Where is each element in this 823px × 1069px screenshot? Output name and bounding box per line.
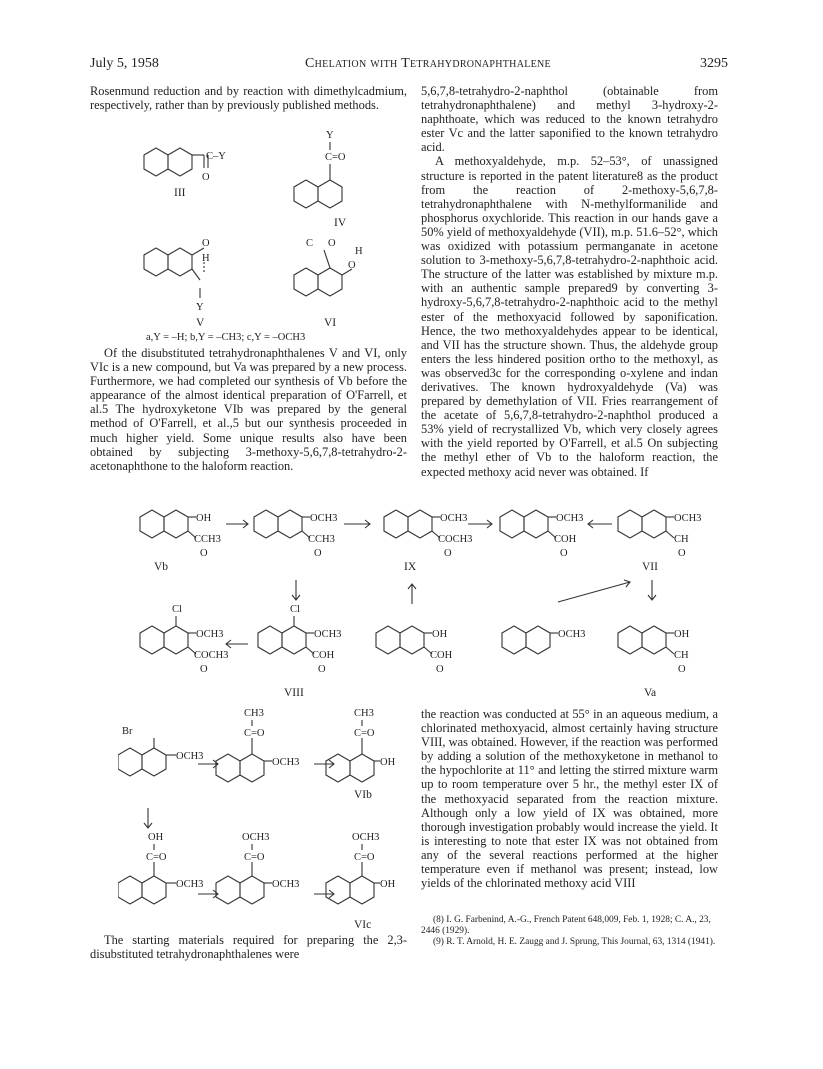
benzene-ring (318, 180, 342, 208)
group-C=O: C=O (325, 152, 346, 163)
molecule-hydroxyacid (376, 626, 432, 654)
compound-label-IV: IV (334, 217, 347, 229)
molecule-VII (618, 510, 674, 538)
group-O: O (328, 238, 336, 249)
cyclohexane-ring (294, 268, 318, 296)
group-Cl: Cl (290, 604, 300, 615)
group-CH: CH (674, 534, 689, 545)
group-OH: OH (674, 629, 690, 640)
scheme-haloform-reactions (130, 498, 720, 700)
right-column-top (421, 84, 718, 479)
group-CH3: CH3 (354, 708, 374, 719)
paragraph: 5,6,7,8-tetrahydro-2-naphthol (obtainable from tetrahydronaphthalene) and methyl 3-hydroxy-2-naphthoate, which was reduced to the known tetrahydro ester Vc and the latter saponified to the known tetrahydro acid. (421, 84, 718, 155)
molecule-chloro-ester (140, 616, 196, 654)
scheme-structures-III-VI (120, 128, 410, 343)
group-O: O (318, 664, 326, 675)
group-O: O (678, 548, 686, 559)
cyclohexane-ring (144, 148, 168, 176)
molecule-methyl-ether (254, 510, 310, 538)
left-column-top (90, 84, 407, 112)
group-O: O (200, 548, 208, 559)
group-OCH3: OCH3 (176, 751, 204, 762)
page-number: 3295 (700, 56, 728, 71)
group-OCH3: OCH3 (310, 513, 338, 524)
molecule-bromo-methoxy (118, 738, 176, 776)
group-OCH3: OCH3 (272, 757, 300, 768)
paragraph: A methoxyaldehyde, m.p. 52–53°, of unassigned structure is reported in the patent literature8 as the product from the reaction of 2-methoxy-5,6,7,8-tetrahydronaphthalene with N-methylformanilide and phosphorus oxychloride. This reaction in our hands gave a 50% yield of methoxyaldehyde (VII), m.p. 51.6–52°, which was oxidized with potassium permanganate in acetone solution to 3-methoxy-5,6,7,8-tetrahydro-2-naphthoic acid. The structure of the latter was established by mixture m.p. with an authentic sample prepared9 by converting 3-hydroxy-5,6,7,8-tetrahydro-2-naphthoic acid to the methyl ester of the methoxyacid followed by saponification. Hence, the two methoxyaldehydes appear to be identical, and VII has the structure shown. Thus, the aldehyde group enters the less hindered position ortho to the methoxyl, as was observed3c for the corresponding o-xylene and indan derivatives. The known hydroxyaldehyde (Va) was prepared by demethylation of VII. Fries rearrangement of the acetate of 5,6,7,8-tetrahydro-2-naphthol produced a 53% yield of recrystallized Vb, which very closely agrees with the yield reported by O'Farrell, et al.5 On subjecting the methyl ether of Vb to the haloform reaction, the expected methoxy acid never was obtained. If (421, 154, 718, 479)
cyclohexane-ring (144, 248, 168, 276)
compound-label-V: V (196, 317, 205, 329)
group-O: O (202, 172, 210, 183)
right-column-bottom (421, 707, 718, 890)
footnote-8: (8) I. G. Farbenind, A.-G., French Patent 648,009, Feb. 1, 1928; C. A., 23, 2446 (1929). (421, 915, 711, 937)
group-C=O: C=O (354, 852, 375, 863)
group-OCH3: OCH3 (242, 832, 270, 843)
group-H: H (202, 253, 210, 264)
group-O: O (348, 260, 356, 271)
compound-label-Va: Va (644, 687, 657, 699)
group-CCH3: CCH3 (194, 534, 221, 545)
paragraph: Of the disubstituted tetrahydronaphthalenes V and VI, only VIc is a new compound, but Va was prepared by a new process. Furthermore, we had completed our synthesis of Vb before the appearance of the almost identical preparation of O'Farrell, et al.5 The hydroxyketone VIb was prepared by the general method of O'Farrell, et al.,5 but our synthesis proceeded in much higher yield. Some unique results also have been obtained by subjecting 3-methoxy-5,6,7,8-tetrahydro-2-acetonaphthone to the haloform reaction. (90, 346, 407, 473)
paragraph: the reaction was conducted at 55° in an aqueous medium, a chlorinated methoxyacid, almost certainly having structure VIII, was obtained. However, if the reaction was performed by adding a solution of the methoxyketone in methanol to the hypochlorite at 11° and letting the stirred mixture warm up to room temperature over 5 hr., the methyl ester IX of the methoxyacid separated from the reaction mixture. Although only a low yield of IX was obtained, more thorough investigation probably would increase the yield. It is interesting to note that ester IX was not obtained from any of the several reactions performed at the higher temperature even if methanol was present; instead, low yields of the chlorinated methoxy acid VIII (421, 707, 718, 891)
benzene-ring (168, 248, 192, 276)
group-OH: OH (148, 832, 164, 843)
group-O: O (678, 664, 686, 675)
group-OH: OH (380, 757, 396, 768)
footnote-9: (9) R. T. Arnold, H. E. Zaugg and J. Sprung, This Journal, 63, 1314 (1941). (433, 937, 716, 948)
group-OCH3: OCH3 (556, 513, 584, 524)
group-C-Y: C–Y (206, 151, 226, 162)
group-COH: COH (430, 650, 453, 661)
compound-label-VI: VI (324, 317, 337, 329)
group-O: O (560, 548, 568, 559)
group-OCH3: OCH3 (272, 879, 300, 890)
molecule-VIII (258, 616, 314, 654)
group-C=O: C=O (244, 852, 265, 863)
group-Y: Y (326, 130, 334, 141)
compound-label-IX: IX (404, 561, 417, 573)
compound-label-VIc: VIc (354, 919, 372, 931)
compound-label-VII: VII (642, 561, 658, 573)
molecule-methoxyacid (500, 510, 556, 538)
molecule-Va (618, 626, 674, 654)
group-Y: Y (196, 302, 204, 313)
molecule-methoxy-tetralin (502, 626, 558, 654)
group-H: H (355, 246, 363, 257)
group-O: O (436, 664, 444, 675)
group-COH: COH (312, 650, 335, 661)
group-COCH3: COCH3 (438, 534, 473, 545)
group-OH: OH (432, 629, 448, 640)
group-O: O (200, 664, 208, 675)
group-COCH3: COCH3 (194, 650, 229, 661)
group-OH: OH (196, 513, 212, 524)
group-C=O: C=O (146, 852, 167, 863)
compound-label-VIII: VIII (284, 687, 304, 699)
paragraph: The starting materials required for preparing the 2,3-disubstituted tetrahydronaphthalenes were (90, 933, 407, 962)
footnotes (421, 915, 718, 949)
group-C=O: C=O (244, 728, 265, 739)
group-OCH3: OCH3 (674, 513, 702, 524)
group-O: O (202, 238, 210, 249)
compound-label-Vb: Vb (154, 561, 169, 573)
group-OCH3: OCH3 (558, 629, 586, 640)
group-CH: CH (674, 650, 689, 661)
benzene-ring (168, 148, 192, 176)
paragraph: Rosenmund reduction and by reaction with dimethylcadmium, respectively, rather than by previously published methods. (90, 84, 407, 113)
scheme-synthesis-VIb-VIc (118, 704, 408, 932)
molecule-Vb (140, 510, 196, 538)
benzene-ring (318, 268, 342, 296)
compound-label-III: III (174, 187, 186, 199)
substituent-caption: a,Y = –H; b,Y = –CH3; c,Y = –OCH3 (146, 332, 306, 343)
left-column-bottom (90, 933, 407, 961)
running-title: Chelation with Tetrahydronaphthalene (305, 56, 551, 71)
group-OH: OH (380, 879, 396, 890)
group-COH: COH (554, 534, 577, 545)
group-Cl: Cl (172, 604, 182, 615)
group-OCH3: OCH3 (440, 513, 468, 524)
group-C=O: C=O (354, 728, 375, 739)
group-O: O (314, 548, 322, 559)
compound-label-VIb: VIb (354, 789, 372, 801)
group-OCH3: OCH3 (176, 879, 204, 890)
molecule-IX (384, 510, 440, 538)
group-OCH3: OCH3 (314, 629, 342, 640)
left-column-mid (90, 346, 407, 473)
group-CCH3: CCH3 (308, 534, 335, 545)
group-OCH3: OCH3 (196, 629, 224, 640)
group-O: O (444, 548, 452, 559)
group-OCH3: OCH3 (352, 832, 380, 843)
group-CH3: CH3 (244, 708, 264, 719)
running-date: July 5, 1958 (90, 56, 159, 71)
group-Y-C: C (306, 238, 314, 249)
group-Br: Br (122, 726, 133, 737)
cyclohexane-ring (294, 180, 318, 208)
